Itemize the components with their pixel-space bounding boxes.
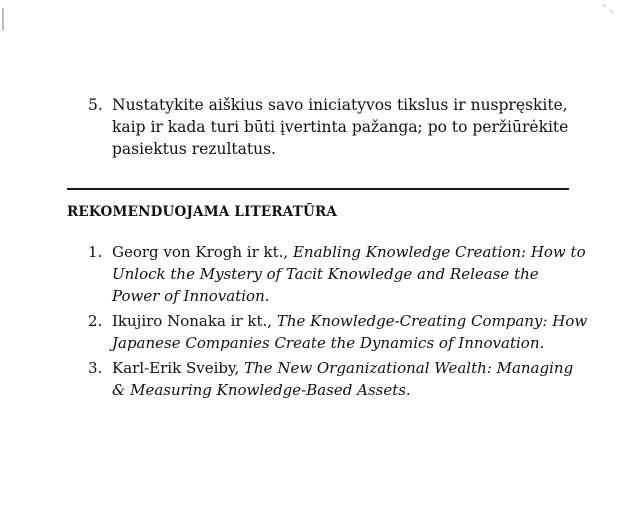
section-heading: REKOMENDUOJAMA LITERATŪRA bbox=[67, 204, 338, 220]
literature-author: Karl-Erik Sveiby, bbox=[112, 359, 245, 377]
literature-author: Ikujiro Nonaka ir kt., bbox=[112, 312, 277, 330]
step-number: 5. bbox=[88, 96, 103, 114]
literature-title: The Knowledge-Creating Company: How Japanese Companies Create the Dynamics of Innovation. bbox=[112, 312, 588, 352]
literature-list bbox=[88, 241, 588, 404]
literature-item bbox=[88, 357, 588, 401]
section-divider bbox=[67, 188, 569, 190]
literature-author: Georg von Krogh ir kt., bbox=[112, 243, 293, 261]
step-text: Nustatykite aiškius savo iniciatyvos tikslus ir nuspręskite, kaip ir kada turi būti įvertinta pažanga; po to peržiūrėkite pasiektus rezultatus. bbox=[112, 96, 569, 158]
scan-edge-mark bbox=[2, 8, 4, 30]
literature-title: The New Organizational Wealth: Managing & Measuring Knowledge-Based Assets. bbox=[112, 359, 574, 399]
literature-item-number: 3. bbox=[88, 359, 103, 377]
literature-item-number: 2. bbox=[88, 312, 103, 330]
numbered-step-5 bbox=[88, 94, 588, 160]
literature-item-number: 1. bbox=[88, 243, 103, 261]
literature-item bbox=[88, 310, 588, 354]
literature-item bbox=[88, 241, 588, 307]
literature-title: Enabling Knowledge Creation: How to Unlock the Mystery of Tacit Knowledge and Release the Power of Innovation. bbox=[112, 243, 586, 305]
scan-corner-mark bbox=[601, 2, 615, 16]
